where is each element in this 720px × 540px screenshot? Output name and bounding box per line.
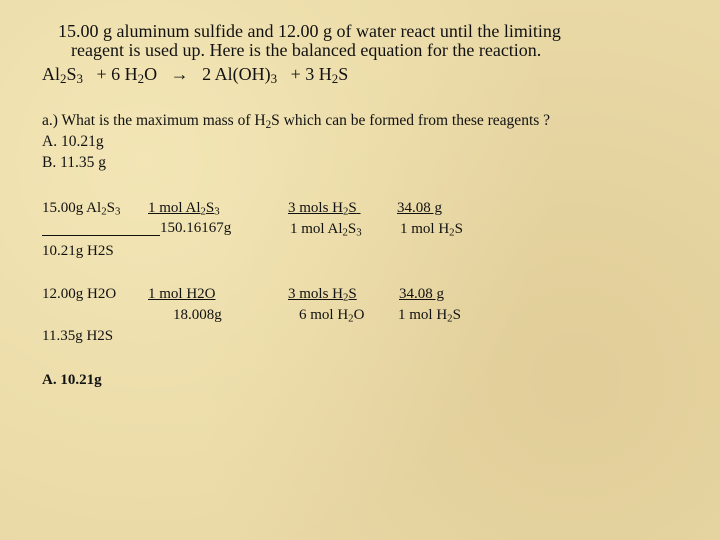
final-answer: A. 10.21g	[42, 372, 102, 388]
calc2-factor3-numerator: 34.08 g	[399, 286, 444, 302]
calc1-factor1-denominator: 150.16167g	[160, 220, 232, 236]
calc2-factor2-denominator: 6 mol $H_2O$	[299, 307, 365, 325]
calc2-result: 11.35g H2S	[42, 328, 114, 344]
arrow-icon: →	[170, 64, 189, 84]
calc2-factor2-numerator: 3 mols $H_2S$	[288, 286, 357, 304]
calc1-factor3-numerator: 34.08 g	[397, 200, 442, 216]
calc2-factor1-denominator: 18.008g	[173, 307, 222, 323]
eq-reactant-1: $Al_2S_3$	[42, 64, 83, 87]
calc2-factor1-numerator: 1 mol H2O	[148, 286, 216, 302]
eq-reactant-2: + 6 $H_2O$	[96, 64, 158, 87]
calc1-factor3-denominator: 1 mol $H_2S$	[400, 221, 463, 239]
eq-product-1: 2 $Al(OH)_3$	[202, 64, 278, 87]
title-line-2: reagent is used up. Here is the balanced equation for the reaction.	[71, 40, 542, 60]
title-line-1: 15.00 g aluminum sulfide and 12.00 g of water react until the limiting	[58, 21, 561, 41]
calc1-factor1-numerator: 1 mol $Al_2S_3$	[148, 200, 220, 218]
balanced-equation	[42, 64, 348, 85]
calc2-start: 12.00g H2O	[42, 286, 117, 302]
calc1-factor2-numerator: 3 mols $H_2S$	[288, 200, 357, 218]
option-a: A. 10.21g	[42, 133, 104, 150]
calc1-factor2-denominator: 1 mol $Al_2S_3$	[290, 221, 362, 239]
calc1-result: 10.21g H2S	[42, 243, 114, 259]
calc2-factor3-denominator: 1 mol $H_2S$	[398, 307, 461, 325]
eq-product-2: + 3 $H_2S$	[290, 64, 349, 87]
option-b: B. 11.35 g	[42, 154, 107, 171]
calc1-start: 15.00g $Al_2S_3$	[42, 200, 121, 218]
question-text: a.) What is the maximum mass of $H_2S$ which can be formed from these reagents ?	[42, 112, 551, 131]
calc1-underline	[42, 220, 160, 236]
